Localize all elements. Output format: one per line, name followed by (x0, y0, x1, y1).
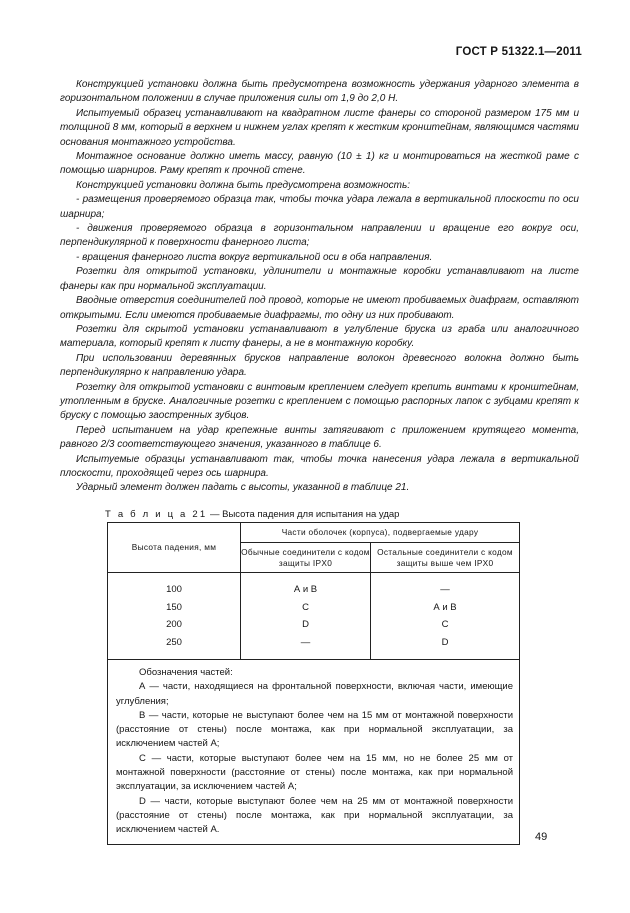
cell-height: 100 (108, 573, 241, 599)
paragraph: Испытуемый образец устанавливают на квадратном листе фанеры со стороной размером 175 мм и толщиной 8 мм, который в верхнем и нижнем углах крепят к жестким кронштейнам, являющимся частями основания монтажного устройства. (60, 107, 579, 148)
cell-ordinary: D (241, 616, 371, 634)
paragraph: - движения проверяемого образца в горизонтальном направлении и вращение его вокруг оси, перпендикулярной к поверхности фанерного листа; (60, 223, 579, 249)
cell-other: С (371, 616, 520, 634)
page-number: 49 (535, 831, 548, 843)
paragraph: Ударный элемент должен падать с высоты, указанной в таблице 21. (76, 482, 410, 494)
cell-ordinary: А и В (241, 573, 371, 599)
document-header: ГОСТ Р 51322.1—2011 (455, 46, 582, 58)
cell-ordinary: С (241, 599, 371, 617)
cell-ordinary: — (241, 634, 371, 660)
cell-other: А и В (371, 599, 520, 617)
paragraph: Вводные отверстия соединителей под провод, которые не имеют пробиваемых диафрагм, оставляют открытыми. Если имеются пробиваемые диафрагмы, то одну из них пробивают. (60, 295, 579, 321)
paragraph: Розетки для открытой установки, удлинители и монтажные коробки устанавливают на листе фанеры как при нормальной эксплуатации. (60, 266, 579, 292)
cell-height: 200 (108, 616, 241, 634)
col-header-other: Остальные соединители с кодом защиты выше чем IPX0 (371, 543, 520, 573)
paragraph: Монтажное основание должно иметь массу, равную (10 ± 1) кг и монтироваться на жесткой раме с помощью шарниров. Раму крепят к прочной стене. (60, 151, 579, 177)
table-row (108, 634, 520, 660)
note-line: В — части, которые не выступают более чем на 15 мм от монтажной поверхности (расстояние от стены) после монтажа, как при нормальной эксплуатации, за исключением частей А; (116, 709, 514, 750)
table-notes (108, 660, 520, 845)
drop-height-table (107, 522, 520, 845)
paragraph: Испытуемые образцы устанавливают так, чтобы точка нанесения удара лежала в вертикальной плоскости, проходящей через ось шарнира. (60, 453, 579, 479)
table-caption-label: Т а б л и ц а 21 (105, 509, 208, 520)
note-line: С — части, которые выступают более чем на 15 мм, но не более 25 мм от монтажной поверхности (расстояние от стены) после монтажа, как при нормальной эксплуатации, за исключением частей А; (116, 752, 514, 793)
table-notes-row (108, 660, 520, 845)
paragraph: - размещения проверяемого образца так, чтобы точка удара лежала в вертикальной плоскости по оси шарнира; (60, 194, 579, 220)
paragraph: Конструкцией установки должна быть предусмотрена возможность: (76, 179, 411, 191)
cell-other: D (371, 634, 520, 660)
table-row (108, 573, 520, 599)
col-header-parts: Части оболочек (корпуса), подвергаемые удару (241, 523, 520, 543)
body-text (60, 78, 579, 496)
cell-height: 250 (108, 634, 241, 660)
paragraph: Конструкцией установки должна быть предусмотрена возможность удержания ударного элемента в горизонтальном положении в случае приложения силы от 1,9 до 2,0 Н. (60, 79, 579, 105)
table-row (108, 599, 520, 617)
col-header-ordinary: Обычные соединители с кодом защиты IPX0 (241, 543, 371, 573)
table-caption-text: — Высота падения для испытания на удар (207, 509, 400, 520)
paragraph: - вращения фанерного листа вокруг вертикальной оси в оба направления. (76, 251, 433, 263)
col-header-height: Высота падения, мм (108, 523, 241, 573)
note-line: Обозначения частей: (139, 667, 233, 678)
paragraph: Перед испытанием на удар крепежные винты затягивают с приложением крутящего момента, равного 2/3 соответствующего значения, указанного в таблице 6. (60, 424, 579, 451)
note-line: А — части, находящиеся на фронтальной поверхности, включая части, имеющие углубления; (116, 681, 514, 707)
cell-other: — (371, 573, 520, 599)
table-row (108, 616, 520, 634)
table-caption (105, 509, 399, 520)
note-line: D — части, которые выступают более чем на 25 мм от монтажной поверхности (расстояние от стены) после монтажа, как при нормальной эксплуатации, за исключением частей А. (116, 795, 514, 836)
cell-height: 150 (108, 599, 241, 617)
paragraph: При использовании деревянных брусков направление волокон древесного волокна должно быть перпендикулярно к направлению удара. (60, 352, 579, 379)
paragraph: Розетку для открытой установки с винтовым креплением следует крепить винтами к кронштейнам, утопленным в бруске. Аналогичные розетки с креплением с помощью распорных лапок с зубцами крепят к бруску с помощью заостренных зубцов. (60, 381, 579, 422)
paragraph: Розетки для скрытой установки устанавливают в углубление бруска из граба или аналогичного материала, который крепят к листу фанеры, а не в монтажную коробку. (60, 323, 579, 350)
